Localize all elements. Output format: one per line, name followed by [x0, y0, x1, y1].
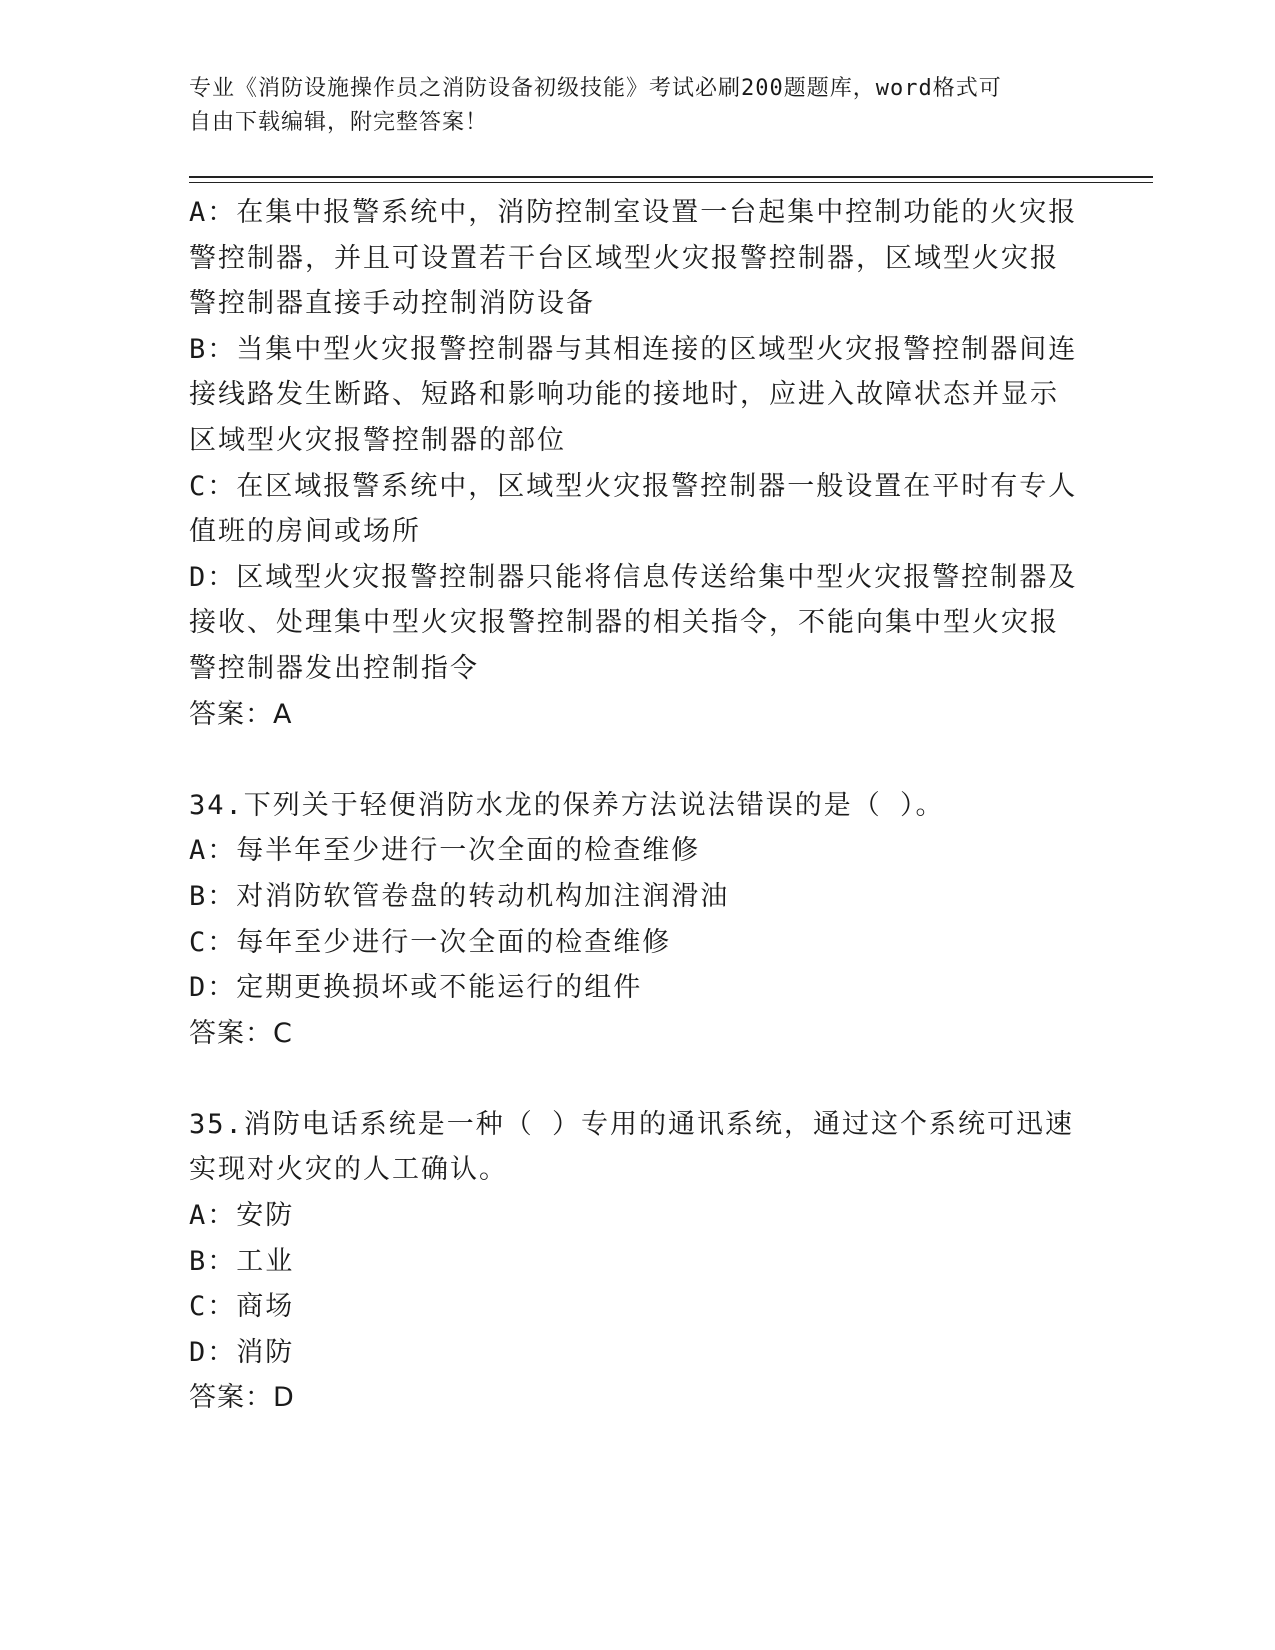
q35-stem-line-1: 35.消防电话系统是一种（ ）专用的通讯系统，通过这个系统可迅速 — [189, 1108, 1075, 1140]
q33-option-a-line-3: 警控制器直接手动控制消防设备 — [189, 288, 595, 320]
header-divider-thick — [189, 176, 1153, 178]
q33-option-b-line-3: 区域型火灾报警控制器的部位 — [189, 424, 566, 456]
q33-option-d-line-1: D：区域型火灾报警控制器只能将信息传送给集中型火灾报警控制器及 — [189, 561, 1078, 593]
q35-stem-line-2: 实现对火灾的人工确认。 — [189, 1154, 508, 1186]
q35-option-a: A：安防 — [189, 1200, 295, 1232]
q33-option-c-line-2: 值班的房间或场所 — [189, 516, 421, 548]
document-header — [189, 72, 1089, 140]
question-list — [189, 190, 1089, 1421]
header-line-2: 自由下载编辑，附完整答案！ — [189, 110, 489, 135]
q35-option-d: D：消防 — [189, 1336, 295, 1368]
q34-option-b: B：对消防软管卷盘的转动机构加注润滑油 — [189, 880, 730, 912]
q33-option-a — [189, 190, 1089, 327]
question-spacer — [189, 1056, 1089, 1102]
question-33 — [189, 190, 1089, 737]
q34-option-c: C：每年至少进行一次全面的检查维修 — [189, 926, 672, 958]
q35-answer: 答案：D — [189, 1382, 295, 1414]
q33-option-a-line-1: A：在集中报警系统中，消防控制室设置一台起集中控制功能的火灾报 — [189, 197, 1078, 228]
question-35 — [189, 1102, 1089, 1421]
q34-option-d: D：定期更换损坏或不能运行的组件 — [189, 972, 643, 1004]
q35-option-c: C：商场 — [189, 1291, 295, 1323]
q33-option-b-line-2: 接线路发生断路、短路和影响功能的接地时，应进入故障状态并显示 — [189, 379, 1059, 411]
q33-option-b-line-1: B：当集中型火灾报警控制器与其相连接的区域型火灾报警控制器间连 — [189, 333, 1078, 365]
q34-stem: 34.下列关于轻便消防水龙的保养方法说法错误的是（ ）。 — [189, 789, 945, 821]
question-34 — [189, 783, 1089, 1057]
q33-option-d — [189, 555, 1089, 692]
header-line-1: 专业《消防设施操作员之消防设备初级技能》考试必刷200题题库，word格式可 — [189, 76, 1002, 101]
q33-answer: 答案：A — [189, 698, 293, 730]
q33-option-d-line-2: 接收、处理集中型火灾报警控制器的相关指令，不能向集中型火灾报 — [189, 607, 1059, 639]
q33-option-d-line-3: 警控制器发出控制指令 — [189, 652, 479, 684]
q33-option-b — [189, 327, 1089, 464]
header-divider-thin — [189, 182, 1153, 183]
question-spacer — [189, 737, 1089, 783]
q33-option-a-line-2: 警控制器，并且可设置若干台区域型火灾报警控制器，区域型火灾报 — [189, 242, 1059, 274]
q33-option-c — [189, 464, 1089, 555]
q34-option-a: A：每半年至少进行一次全面的检查维修 — [189, 835, 701, 867]
q33-option-c-line-1: C：在区域报警系统中，区域型火灾报警控制器一般设置在平时有专人 — [189, 470, 1078, 502]
q35-option-b: B：工业 — [189, 1245, 295, 1277]
q34-answer: 答案：C — [189, 1017, 293, 1049]
